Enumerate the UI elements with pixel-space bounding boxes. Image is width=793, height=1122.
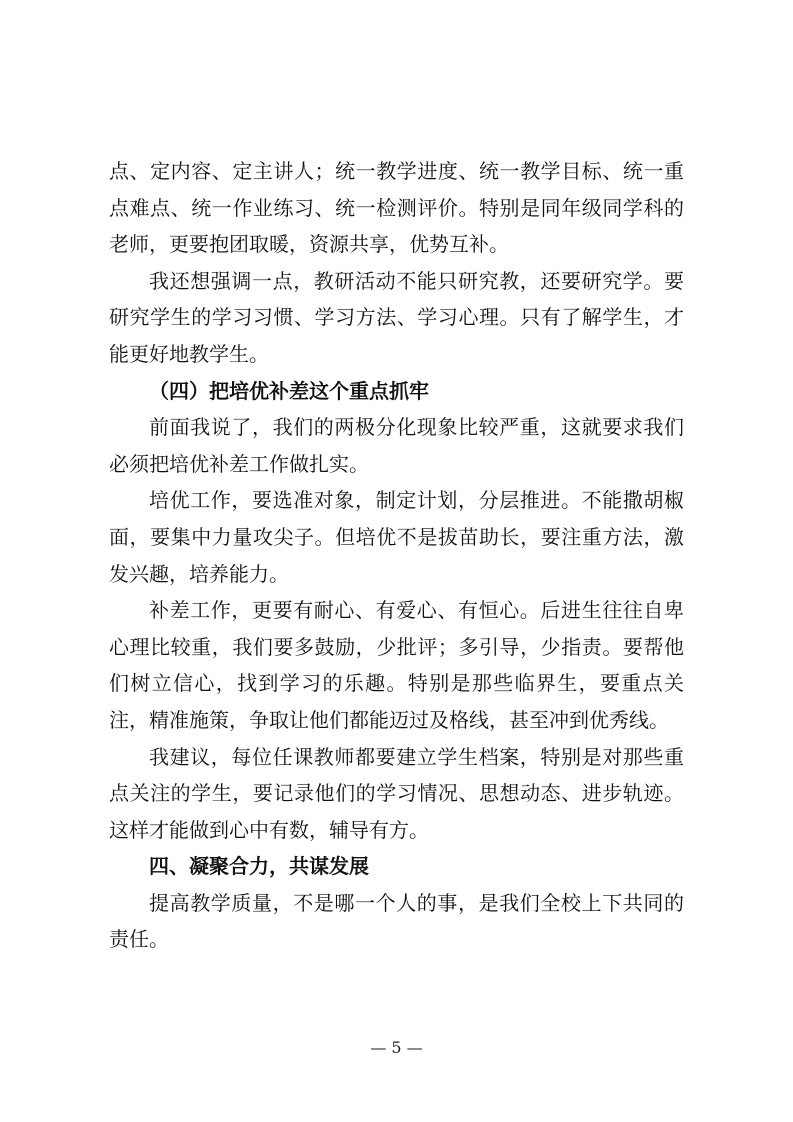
paragraph-continuation: 点、定内容、定主讲人；统一教学进度、统一教学目标、统一重点难点、统一作业练习、统一检测评价。特别是同年级同学科的老师，更要抱团取暖，资源共享，优势互补。 — [109, 159, 684, 257]
paragraph-student-files: 我建议，每位任课教师都要建立学生档案，特别是对那些重点关注的学生，要记录他们的学习情况、思想动态、进步轨迹。这样才能做到心中有数，辅导有方。 — [109, 744, 684, 842]
page-number: — 5 — — [370, 1038, 423, 1057]
paragraph-shared-responsibility: 提高教学质量，不是哪一个人的事，是我们全校上下共同的责任。 — [109, 890, 684, 952]
section-heading-four-sub: （四）把培优补差这个重点抓牢 — [149, 378, 429, 403]
section-heading-four: 四、凝聚合力，共谋发展 — [149, 854, 369, 879]
paragraph-research-students: 我还想强调一点，教研活动不能只研究教，还要研究学。要研究学生的学习习惯、学习方法、学习心理。只有了解学生，才能更好地教学生。 — [109, 268, 684, 366]
paragraph-polarization: 前面我说了，我们的两极分化现象比较严重，这就要求我们必须把培优补差工作做扎实。 — [109, 415, 684, 476]
paragraph-top-students: 培优工作，要选准对象，制定计划，分层推进。不能撒胡椒面，要集中力量攻尖子。但培优不是拔苗助长，要注重方法，激发兴趣，培养能力。 — [109, 488, 684, 586]
paragraph-struggling-students: 补差工作，更要有耐心、有爱心、有恒心。后进生往往自卑心理比较重，我们要多鼓励，少批评；多引导，少指责。要帮他们树立信心，找到学习的乐趣。特别是那些临界生，要重点关注，精准施策，争取让他们都能迈过及格线，甚至冲到优秀线。 — [109, 598, 684, 732]
